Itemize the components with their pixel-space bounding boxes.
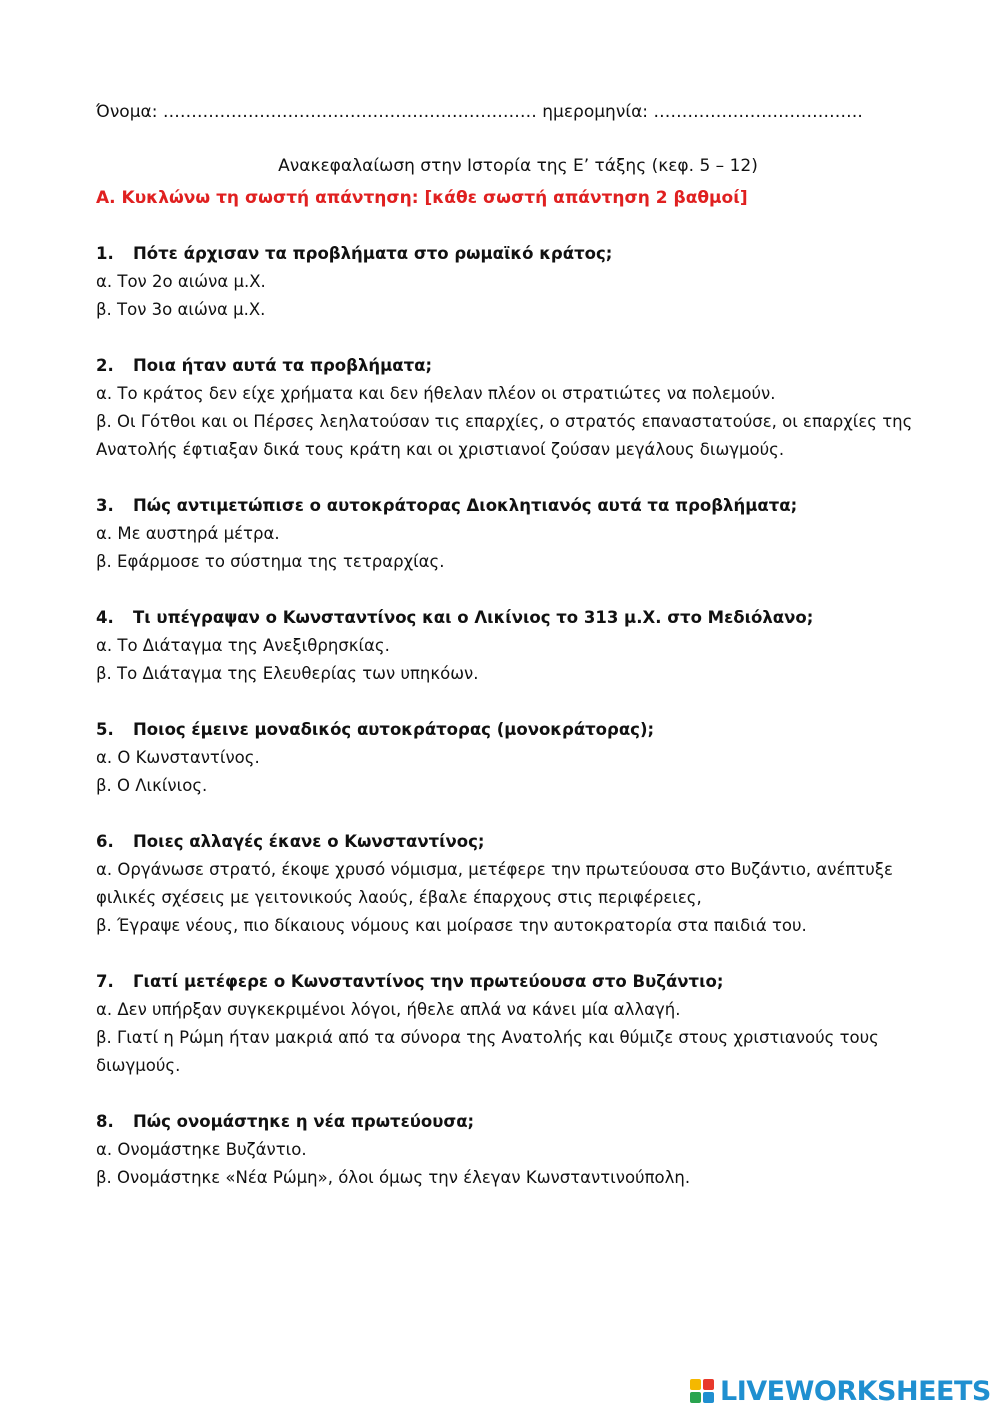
question-title (96, 828, 916, 856)
question-number: 1. (96, 244, 114, 263)
question-title (96, 352, 916, 380)
question-title (96, 240, 916, 268)
question-list (96, 240, 916, 1192)
question-title (96, 1108, 916, 1136)
answer-option[interactable]: α. Με αυστηρά μέτρα. (96, 524, 280, 543)
question-1 (96, 240, 916, 324)
question-text: Γιατί μετέφερε ο Κωνσταντίνος την πρωτεύουσα στο Βυζάντιο; (133, 972, 724, 991)
question-2 (96, 352, 916, 464)
question-number: 2. (96, 356, 114, 375)
question-8 (96, 1108, 916, 1192)
question-number: 8. (96, 1112, 114, 1131)
answer-option[interactable]: α. Ο Κωνσταντίνος. (96, 748, 260, 767)
answer-option[interactable]: α. Το κράτος δεν είχε χρήματα και δεν ήθελαν πλέον οι στρατιώτες να πολεμούν. (96, 384, 776, 403)
answer-option[interactable]: β. Το Διάταγμα της Ελευθερίας των υπηκόων. (96, 664, 479, 683)
question-7 (96, 968, 916, 1080)
logo-square-green (690, 1392, 701, 1403)
question-title (96, 968, 916, 996)
question-text: Τι υπέγραψαν ο Κωνσταντίνος και ο Λικίνιος το 313 μ.Χ. στο Μεδιόλανο; (133, 608, 814, 627)
answer-option[interactable]: α. Το Διάταγμα της Ανεξιθρησκίας. (96, 636, 390, 655)
question-text: Πώς ονομάστηκε η νέα πρωτεύουσα; (133, 1112, 475, 1131)
logo-text: LIVEWORKSHEETS (720, 1375, 991, 1407)
answer-option[interactable]: β. Έγραψε νέους, πιο δίκαιους νόμους και μοίρασε την αυτοκρατορία στα παιδιά του. (96, 916, 807, 935)
answer-option[interactable]: β. Οι Γότθοι και οι Πέρσες λεηλατούσαν τις επαρχίες, ο στρατός επαναστατούσε, οι επαρχίες της Ανατολής έφτιαξαν δικά τους κράτη και οι χριστιανοί ζούσαν μεγάλους διωγμούς. (96, 412, 913, 459)
question-text: Ποιος έμεινε μοναδικός αυτοκράτορας (μονοκράτορας); (133, 720, 655, 739)
liveworksheets-logo (690, 1374, 991, 1408)
answer-option[interactable]: β. Γιατί η Ρώμη ήταν μακριά από τα σύνορα της Ανατολής και θύμιζε στους χριστιανούς τους διωγμούς. (96, 1028, 879, 1075)
question-number: 4. (96, 608, 114, 627)
question-text: Πότε άρχισαν τα προβλήματα στο ρωμαϊκό κράτος; (133, 244, 613, 263)
question-6 (96, 828, 916, 940)
answer-option[interactable]: α. Ονομάστηκε Βυζάντιο. (96, 1140, 307, 1159)
answer-option[interactable]: α. Οργάνωσε στρατό, έκοψε χρυσό νόμισμα, μετέφερε την πρωτεύουσα στο Βυζάντιο, ανέπτυξε φιλικές σχέσεις με γειτονικούς λαούς, έβαλε έπαρχους στις περιφέρειες, (96, 860, 893, 907)
logo-square-red (703, 1379, 714, 1390)
question-number: 6. (96, 832, 114, 851)
answer-option[interactable]: α. Τον 2ο αιώνα μ.Χ. (96, 272, 266, 291)
question-text: Πώς αντιμετώπισε ο αυτοκράτορας Διοκλητιανός αυτά τα προβλήματα; (133, 496, 798, 515)
question-number: 5. (96, 720, 114, 739)
question-title (96, 492, 916, 520)
question-4 (96, 604, 916, 688)
question-title (96, 716, 916, 744)
question-text: Ποιες αλλαγές έκανε ο Κωνσταντίνος; (133, 832, 485, 851)
question-number: 3. (96, 496, 114, 515)
answer-option[interactable]: β. Εφάρμοσε το σύστημα της τετραρχίας. (96, 552, 445, 571)
logo-square-yellow (690, 1379, 701, 1390)
logo-squares-icon (690, 1379, 714, 1403)
question-title (96, 604, 916, 632)
worksheet-title: Ανακεφαλαίωση στην Ιστορία της Ε’ τάξης (κεφ. 5 – 12) (278, 156, 758, 176)
question-5 (96, 716, 916, 800)
answer-option[interactable]: β. Τον 3ο αιώνα μ.Χ. (96, 300, 266, 319)
worksheet-page (96, 98, 916, 1220)
question-3 (96, 492, 916, 576)
answer-option[interactable]: β. Ο Λικίνιος. (96, 776, 208, 795)
name-date-line: Όνομα: ………………………………………………………… ημερομηνία: ………………………………. (96, 102, 863, 122)
section-heading: Α. Κυκλώνω τη σωστή απάντηση: [κάθε σωστή απάντηση 2 βαθμοί] (96, 188, 748, 208)
answer-option[interactable]: β. Ονομάστηκε «Νέα Ρώμη», όλοι όμως την έλεγαν Κωνσταντινούπολη. (96, 1168, 691, 1187)
question-number: 7. (96, 972, 114, 991)
question-text: Ποια ήταν αυτά τα προβλήματα; (133, 356, 433, 375)
answer-option[interactable]: α. Δεν υπήρξαν συγκεκριμένοι λόγοι, ήθελε απλά να κάνει μία αλλαγή. (96, 1000, 681, 1019)
logo-square-blue (703, 1392, 714, 1403)
